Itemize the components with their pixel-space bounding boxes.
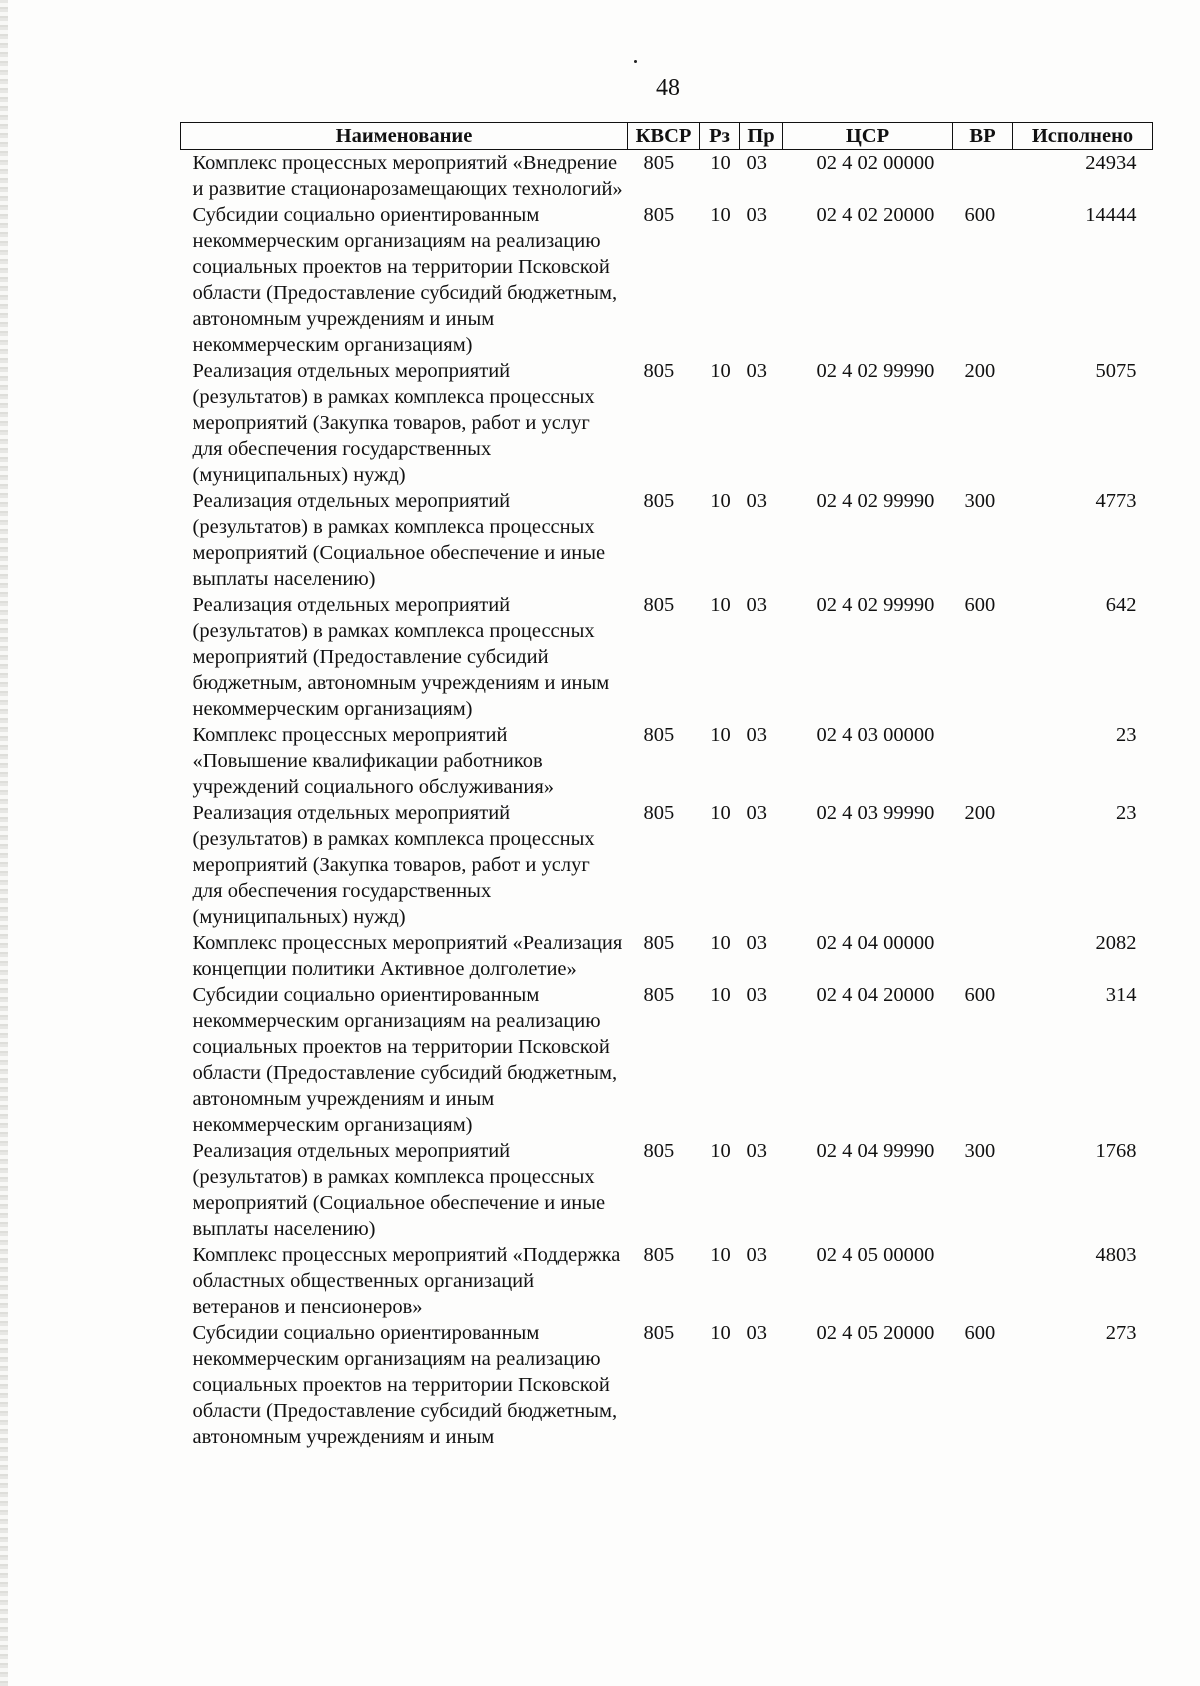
row-vr xyxy=(953,150,1013,203)
page-number: 48 xyxy=(656,75,680,101)
row-executed: 5075 xyxy=(1095,360,1137,382)
row-csr: 02 4 03 99990 xyxy=(816,802,935,824)
header-kvsr: КВСР xyxy=(628,123,700,150)
row-name: Комплекс процессных мероприятий «Реализация концепции политики Активное долголетие» xyxy=(192,932,623,980)
row-pr: 03 xyxy=(746,490,767,512)
row-name: Субсидии социально ориентированным некоммерческим организациям на реализацию социальных проектов на территории Псковской области (Предоставление субсидий бюджетным, автономным учреждениям и иным некоммерческим организациям) xyxy=(192,204,618,356)
row-executed: 314 xyxy=(1105,984,1137,1006)
row-vr xyxy=(953,1242,1013,1320)
row-vr: 300 xyxy=(964,1140,996,1162)
header-rz: Рз xyxy=(700,123,740,150)
row-executed: 23 xyxy=(1116,724,1137,746)
row-vr: 200 xyxy=(964,802,996,824)
row-kvsr: 805 xyxy=(643,1140,675,1162)
row-csr: 02 4 05 20000 xyxy=(816,1322,935,1344)
row-kvsr: 805 xyxy=(643,932,675,954)
row-rz: 10 xyxy=(710,360,731,382)
row-csr: 02 4 02 00000 xyxy=(816,152,935,174)
row-csr: 02 4 04 99990 xyxy=(816,1140,935,1162)
budget-table xyxy=(180,122,1153,1450)
row-csr: 02 4 02 99990 xyxy=(816,490,935,512)
table-body xyxy=(181,150,1153,1451)
row-kvsr: 805 xyxy=(643,724,675,746)
table-row xyxy=(181,358,1153,488)
row-kvsr: 805 xyxy=(643,152,675,174)
table-row xyxy=(181,592,1153,722)
row-name: Реализация отдельных мероприятий (результатов) в рамках комплекса процессных мероприятий (Предоставление субсидий бюджетным, автономным учреждениям и иным некоммерческим организациям) xyxy=(192,594,610,720)
row-vr: 200 xyxy=(964,360,996,382)
header-name: Наименование xyxy=(181,123,628,150)
row-pr: 03 xyxy=(746,204,767,226)
row-pr: 03 xyxy=(746,802,767,824)
row-name: Реализация отдельных мероприятий (результатов) в рамках комплекса процессных мероприятий (Социальное обеспечение и иные выплаты населению) xyxy=(192,490,606,590)
row-pr: 03 xyxy=(746,1140,767,1162)
table-row xyxy=(181,930,1153,982)
row-name: Реализация отдельных мероприятий (результатов) в рамках комплекса процессных мероприятий (Закупка товаров, работ и услуг для обеспечения государственных (муниципальных) нужд) xyxy=(192,360,595,486)
table-row xyxy=(181,202,1153,358)
row-kvsr: 805 xyxy=(643,1322,675,1344)
scan-speck xyxy=(634,60,637,63)
row-kvsr: 805 xyxy=(643,802,675,824)
scan-edge-artifact xyxy=(0,0,8,1686)
row-executed: 4773 xyxy=(1095,490,1137,512)
table-row xyxy=(181,150,1153,203)
row-name: Комплекс процессных мероприятий «Поддержка областных общественных организаций ветеранов и пенсионеров» xyxy=(192,1244,621,1318)
table-row xyxy=(181,722,1153,800)
header-csr: ЦСР xyxy=(783,123,953,150)
row-vr xyxy=(953,722,1013,800)
row-kvsr: 805 xyxy=(643,204,675,226)
row-pr: 03 xyxy=(746,984,767,1006)
row-csr: 02 4 04 20000 xyxy=(816,984,935,1006)
row-rz: 10 xyxy=(710,490,731,512)
row-executed: 2082 xyxy=(1095,932,1137,954)
row-name: Реализация отдельных мероприятий (результатов) в рамках комплекса процессных мероприятий (Закупка товаров, работ и услуг для обеспечения государственных (муниципальных) нужд) xyxy=(192,802,595,928)
row-pr: 03 xyxy=(746,360,767,382)
row-vr: 600 xyxy=(964,984,996,1006)
row-executed: 14444 xyxy=(1085,204,1137,226)
row-kvsr: 805 xyxy=(643,984,675,1006)
row-pr: 03 xyxy=(746,1322,767,1344)
row-rz: 10 xyxy=(710,802,731,824)
table-row xyxy=(181,800,1153,930)
row-pr: 03 xyxy=(746,1244,767,1266)
row-kvsr: 805 xyxy=(643,360,675,382)
row-pr: 03 xyxy=(746,152,767,174)
row-csr: 02 4 02 99990 xyxy=(816,594,935,616)
row-kvsr: 805 xyxy=(643,594,675,616)
row-pr: 03 xyxy=(746,932,767,954)
row-rz: 10 xyxy=(710,932,731,954)
row-rz: 10 xyxy=(710,1322,731,1344)
row-executed: 642 xyxy=(1105,594,1137,616)
row-executed: 4803 xyxy=(1095,1244,1137,1266)
row-csr: 02 4 02 20000 xyxy=(816,204,935,226)
row-executed: 273 xyxy=(1105,1322,1137,1344)
table-header xyxy=(181,123,1153,150)
row-name: Реализация отдельных мероприятий (результатов) в рамках комплекса процессных мероприятий (Социальное обеспечение и иные выплаты населению) xyxy=(192,1140,606,1240)
row-rz: 10 xyxy=(710,594,731,616)
table-row xyxy=(181,982,1153,1138)
row-rz: 10 xyxy=(710,204,731,226)
row-csr: 02 4 02 99990 xyxy=(816,360,935,382)
row-pr: 03 xyxy=(746,594,767,616)
header-pr: Пр xyxy=(740,123,783,150)
row-csr: 02 4 03 00000 xyxy=(816,724,935,746)
row-name: Комплекс процессных мероприятий «Внедрение и развитие стационарозамещающих технологий» xyxy=(192,152,623,200)
row-rz: 10 xyxy=(710,152,731,174)
row-name: Субсидии социально ориентированным некоммерческим организациям на реализацию социальных проектов на территории Псковской области (Предоставление субсидий бюджетным, автономным учреждениям и иным некоммерческим организациям) xyxy=(192,984,618,1136)
row-vr: 300 xyxy=(964,490,996,512)
row-csr: 02 4 04 00000 xyxy=(816,932,935,954)
table-row xyxy=(181,1138,1153,1242)
row-vr xyxy=(953,930,1013,982)
row-csr: 02 4 05 00000 xyxy=(816,1244,935,1266)
row-rz: 10 xyxy=(710,1140,731,1162)
row-vr: 600 xyxy=(964,1322,996,1344)
row-vr: 600 xyxy=(964,594,996,616)
row-kvsr: 805 xyxy=(643,490,675,512)
row-vr: 600 xyxy=(964,204,996,226)
header-vr: ВР xyxy=(953,123,1013,150)
table-row xyxy=(181,1242,1153,1320)
row-kvsr: 805 xyxy=(643,1244,675,1266)
table-row xyxy=(181,488,1153,592)
row-name: Комплекс процессных мероприятий «Повышение квалификации работников учреждений социального обслуживания» xyxy=(192,724,555,798)
row-executed: 24934 xyxy=(1085,152,1137,174)
row-rz: 10 xyxy=(710,984,731,1006)
row-name: Субсидии социально ориентированным некоммерческим организациям на реализацию социальных проектов на территории Псковской области (Предоставление субсидий бюджетным, автономным учреждениям и иным xyxy=(192,1322,618,1448)
row-rz: 10 xyxy=(710,724,731,746)
row-rz: 10 xyxy=(710,1244,731,1266)
table-row xyxy=(181,1320,1153,1450)
header-executed: Исполнено xyxy=(1013,123,1153,150)
row-executed: 1768 xyxy=(1095,1140,1137,1162)
row-executed: 23 xyxy=(1116,802,1137,824)
row-pr: 03 xyxy=(746,724,767,746)
